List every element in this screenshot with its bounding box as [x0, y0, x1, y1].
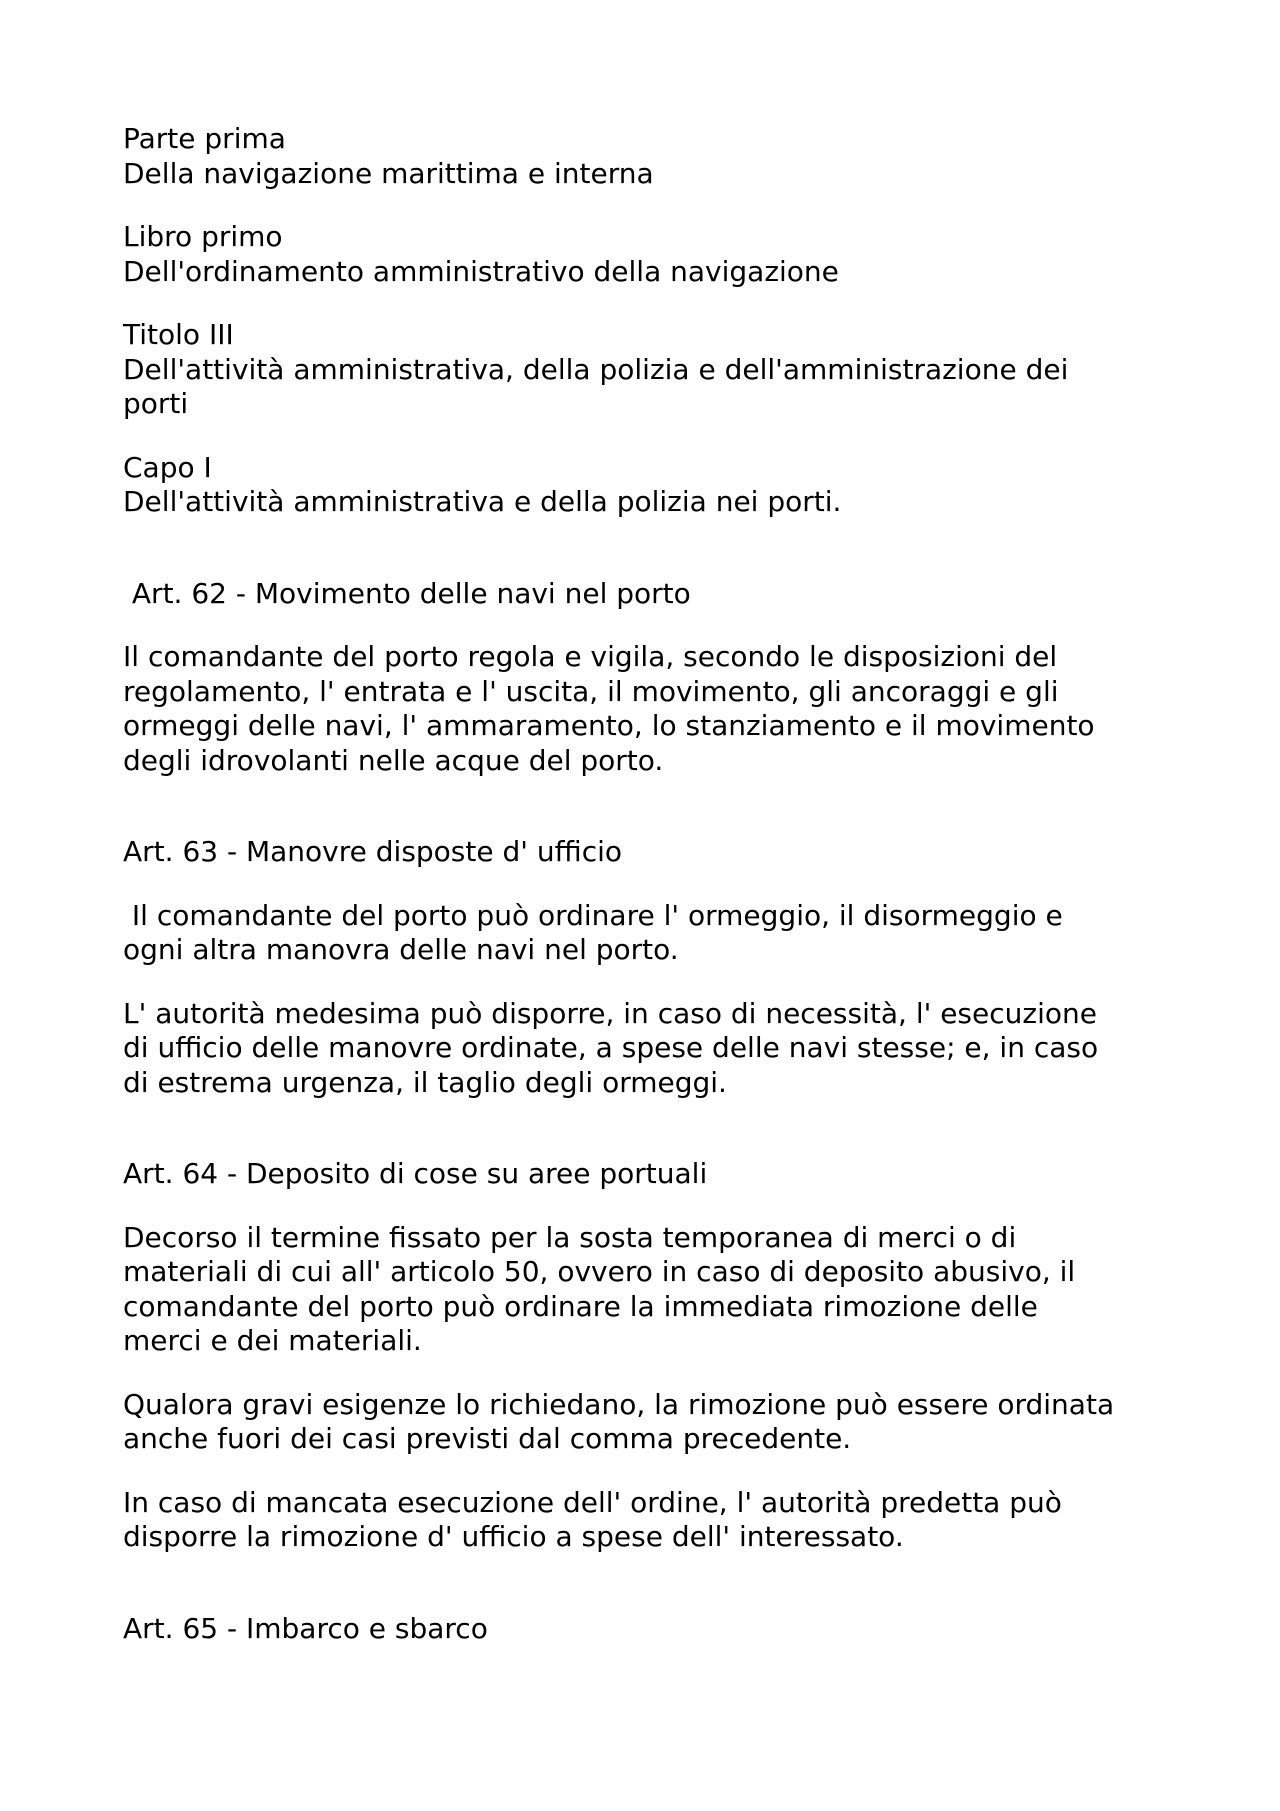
paragraph-line: degli idrovolanti nelle acque del porto. [123, 743, 664, 777]
paragraph-line: regolamento, l' entrata e l' uscita, il movimento, gli ancoraggi e gli [123, 674, 1059, 708]
article-paragraph [123, 899, 1173, 968]
paragraph-line: anche fuori dei casi previsti dal comma precedente. [123, 1422, 852, 1455]
paragraph-line: materiali di cui all' articolo 50, ovvero in caso di deposito abusivo, il [123, 1255, 1076, 1288]
article-heading: Art. 62 - Movimento delle navi nel porto [123, 576, 691, 610]
paragraph-line: comandante del porto può ordinare la immediata rimozione delle [123, 1289, 1038, 1323]
article-62 [123, 577, 1173, 612]
article-paragraph [123, 1221, 1173, 1359]
article-paragraph [123, 1388, 1173, 1457]
paragraph-line: disporre la rimozione d' ufficio a spese dell' interessato. [123, 1520, 904, 1553]
libro-heading [123, 220, 1173, 289]
paragraph-line: merci e dei materiali. [123, 1324, 422, 1357]
titolo-title-line: Dell'attività amministrativa, della polizia e dell'amministrazione dei [123, 352, 1069, 386]
article-paragraph [123, 640, 1173, 778]
article-heading: Art. 63 - Manovre disposte d' ufficio [123, 835, 622, 868]
paragraph-line: Il comandante del porto regola e vigila, secondo le disposizioni del [123, 640, 1058, 673]
parte-title: Della navigazione marittima e interna [123, 156, 654, 190]
paragraph-line: In caso di mancata esecuzione dell' ordine, l' autorità predetta può [123, 1485, 1062, 1519]
paragraph-line: Il comandante del porto può ordinare l' ormeggio, il disormeggio e [123, 898, 1063, 932]
paragraph-line: L' autorità medesima può disporre, in caso di necessità, l' esecuzione [123, 996, 1097, 1030]
article-paragraph [123, 1486, 1173, 1555]
paragraph-line: di estrema urgenza, il taglio degli ormeggi. [123, 1065, 727, 1099]
document-page [123, 122, 1173, 1646]
libro-title: Dell'ordinamento amministrativo della navigazione [123, 254, 839, 288]
capo-title: Dell'attività amministrativa e della polizia nei porti. [123, 485, 842, 518]
titolo-title-line: porti [123, 387, 189, 420]
paragraph-line: di ufficio delle manovre ordinate, a spese delle navi stesse; e, in caso [123, 1031, 1099, 1064]
capo-label: Capo I [123, 450, 212, 484]
parte-heading [123, 122, 1173, 191]
titolo-heading [123, 318, 1173, 422]
parte-label: Parte prima [123, 122, 286, 155]
capo-heading [123, 451, 1173, 520]
article-heading: Art. 65 - Imbarco e sbarco [123, 1611, 488, 1645]
article-64 [123, 1157, 1173, 1192]
article-paragraph [123, 997, 1173, 1101]
article-heading: Art. 64 - Deposito di cose su aree portuali [123, 1157, 708, 1190]
libro-label: Libro primo [123, 220, 283, 253]
paragraph-line: Decorso il termine fissato per la sosta temporanea di merci o di [123, 1220, 1017, 1254]
article-65 [123, 1612, 1173, 1647]
article-63 [123, 835, 1173, 870]
paragraph-line: Qualora gravi esigenze lo richiedano, la rimozione può essere ordinata [123, 1387, 1115, 1421]
paragraph-line: ogni altra manovra delle navi nel porto. [123, 933, 679, 966]
paragraph-line: ormeggi delle navi, l' ammaramento, lo stanziamento e il movimento [123, 709, 1095, 742]
titolo-label: Titolo III [123, 318, 234, 351]
